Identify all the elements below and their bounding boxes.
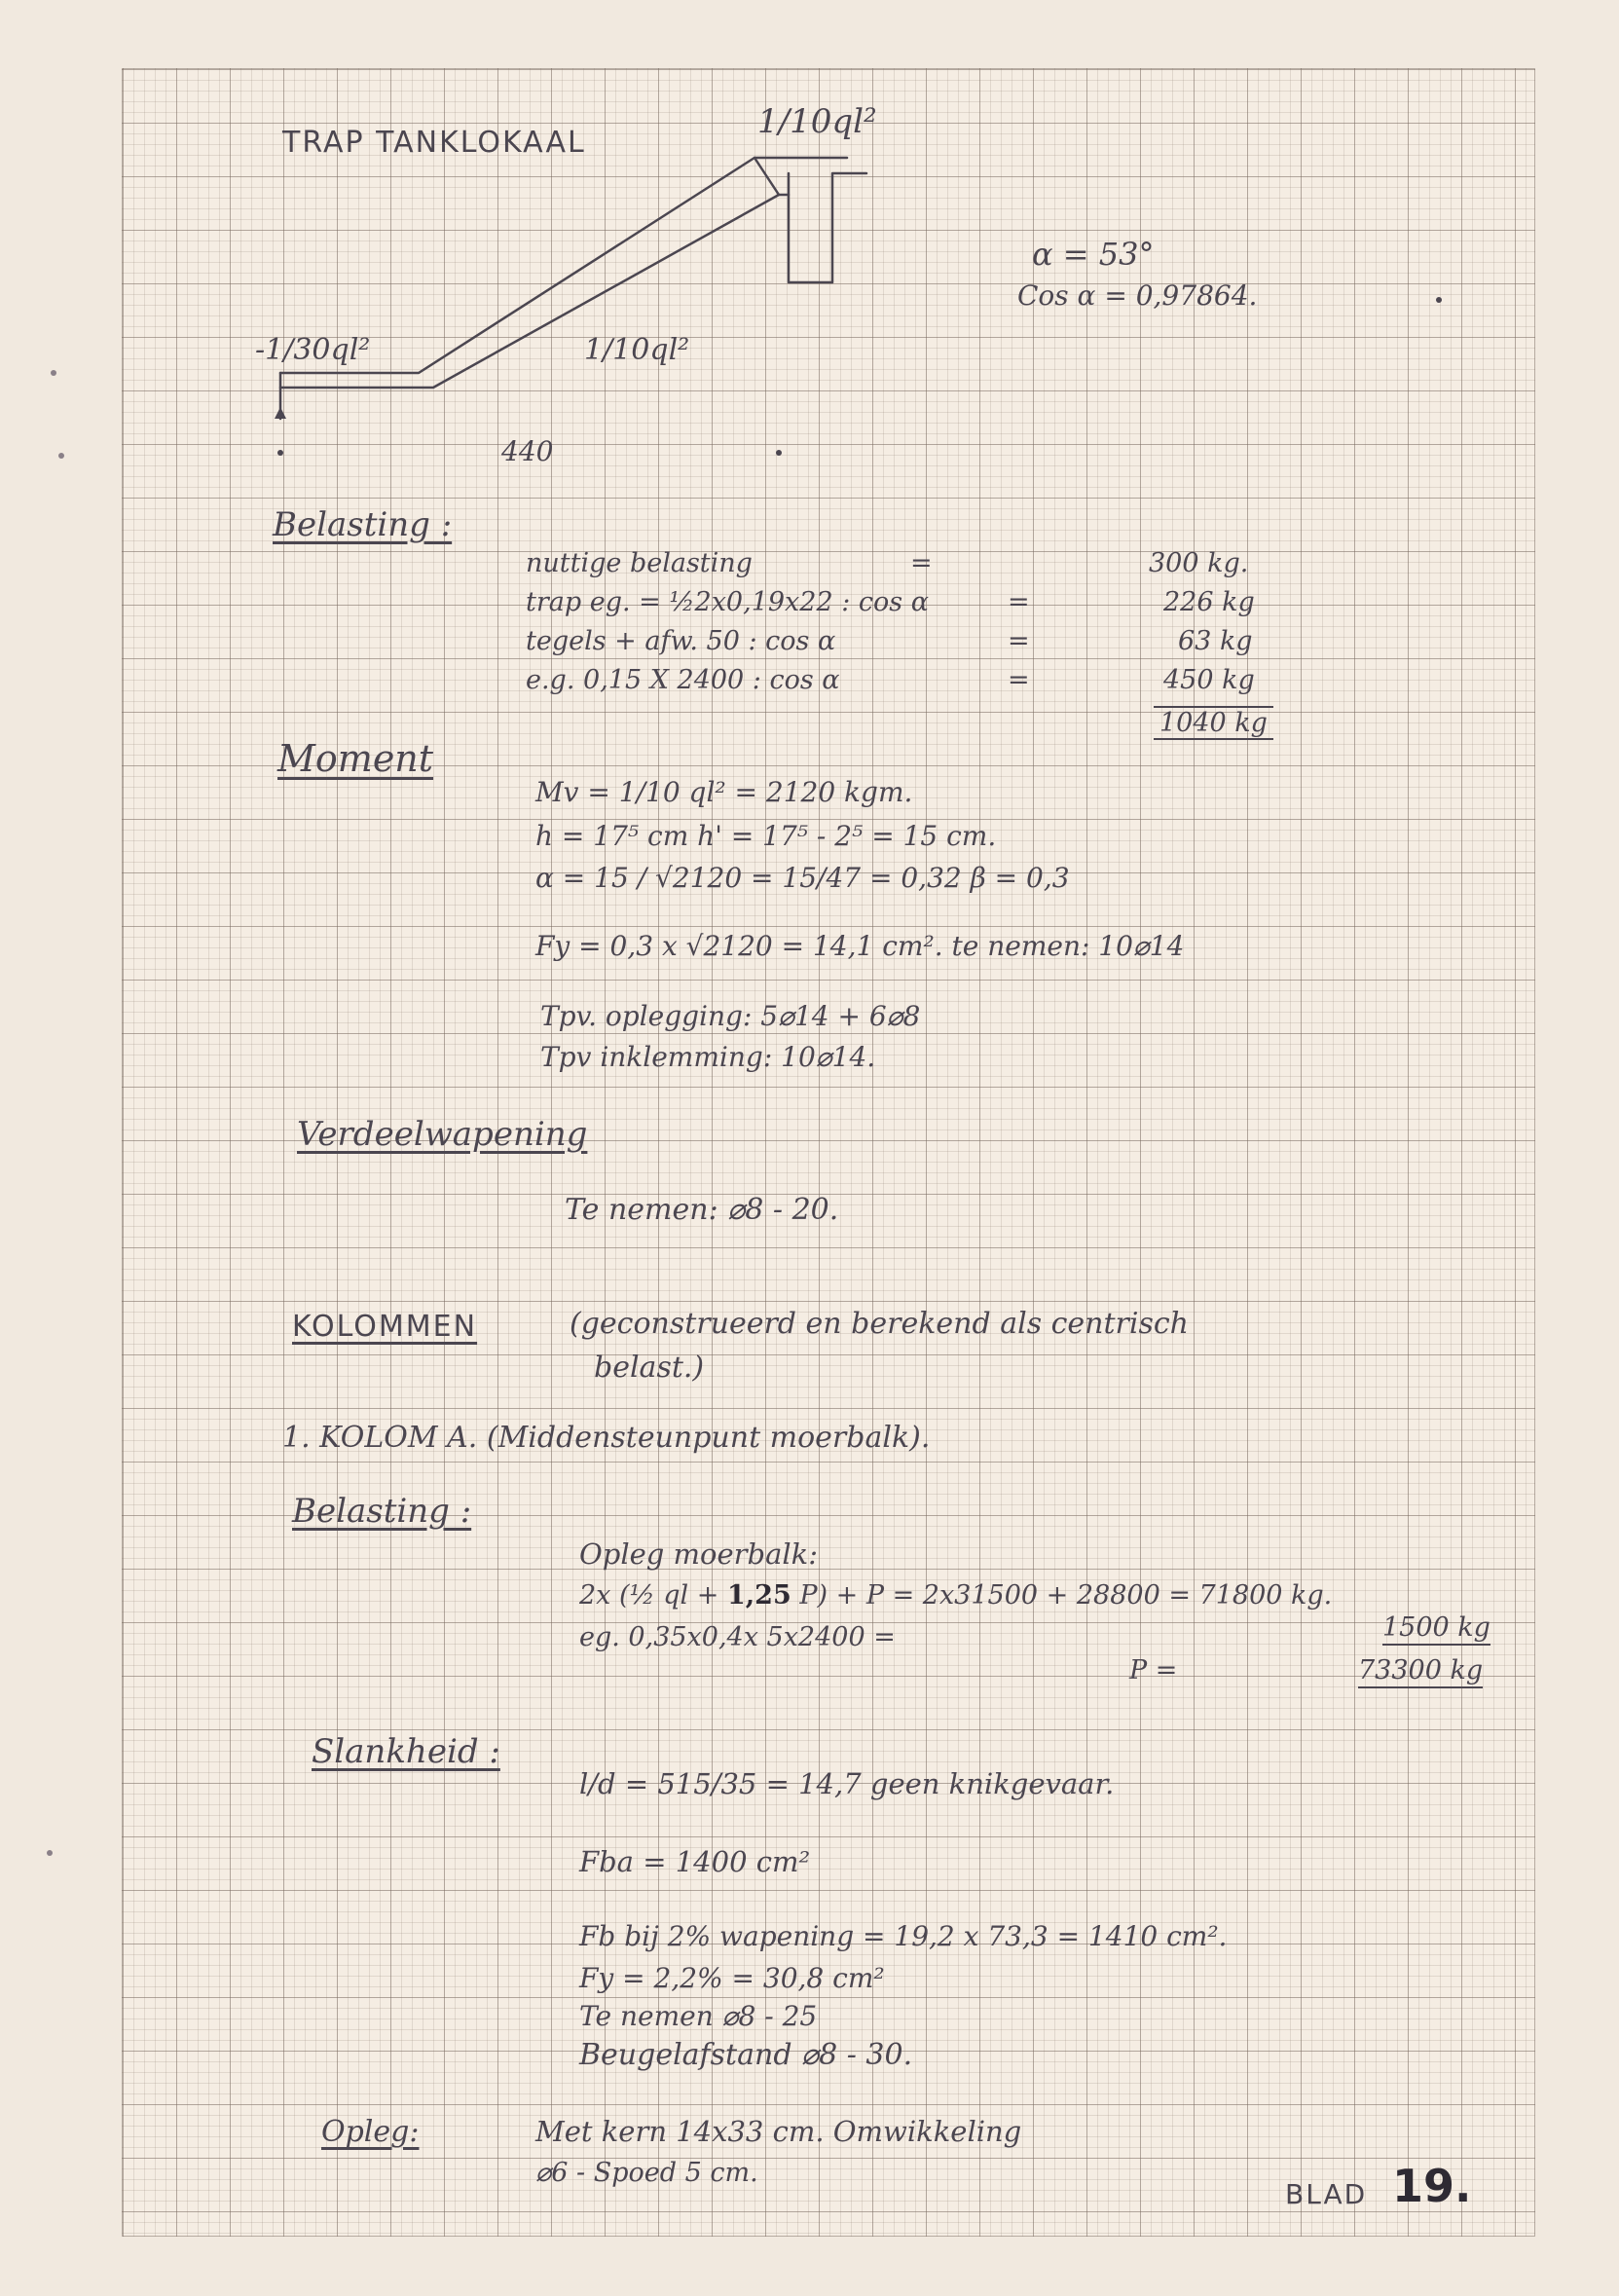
load-row-value: 450 kg bbox=[1163, 665, 1255, 695]
load-row-eq: = bbox=[910, 548, 933, 578]
stair-sketch bbox=[0, 0, 1619, 506]
kolommen-note: belast.) bbox=[594, 1351, 705, 1385]
moment-heading: Moment bbox=[277, 737, 434, 780]
moment-line: Mv = 1/10 ql² = 2120 kgm. bbox=[535, 776, 913, 808]
moment-line: Tpv. oplegging: 5⌀14 + 6⌀8 bbox=[540, 1000, 921, 1032]
support-triangle bbox=[275, 407, 286, 419]
opleg-heading: Opleg: bbox=[321, 2115, 420, 2149]
alpha-angle: α = 53° bbox=[1032, 236, 1155, 273]
slankheid-line: l/d = 515/35 = 14,7 geen knikgevaar. bbox=[579, 1767, 1115, 1800]
load-row-label: trap eg. = ½2x0,19x22 : cos α bbox=[526, 587, 929, 617]
sheet-title: TRAP TANKLOKAAL bbox=[282, 126, 586, 160]
stair-upper-edge bbox=[754, 158, 779, 195]
load-row-eq: = bbox=[1008, 665, 1030, 695]
load-row-label: e.g. 0,15 X 2400 : cos α bbox=[526, 665, 840, 695]
blad-label: BLAD bbox=[1285, 2178, 1368, 2210]
span-mark-right bbox=[776, 450, 782, 456]
eg-formula: eg. 0,35x0,4x 5x2400 = bbox=[579, 1622, 896, 1652]
moment-label-top: 1/10ql² bbox=[757, 102, 877, 141]
load-row-label: nuttige belasting bbox=[526, 548, 753, 578]
moment-line: h = 17⁵ cm h' = 17⁵ - 2⁵ = 15 cm. bbox=[535, 820, 997, 852]
opleg-moerbalk: Opleg moerbalk: bbox=[579, 1537, 819, 1571]
belasting-heading: Belasting : bbox=[292, 1492, 472, 1531]
kolom-a-line: 1. KOLOM A. (Middensteunpunt moerbalk). bbox=[282, 1421, 931, 1455]
load-row-eq: = bbox=[1008, 626, 1030, 656]
slankheid-line: Fb bij 2% wapening = 19,2 x 73,3 = 1410 cm². bbox=[579, 1920, 1228, 1952]
eg-value: 1500 kg bbox=[1382, 1614, 1490, 1646]
slankheid-line: Beugelafstand ⌀8 - 30. bbox=[579, 2038, 913, 2072]
stair-landing-beam bbox=[789, 173, 866, 282]
moment-label-mid: 1/10ql² bbox=[584, 333, 690, 367]
moment-label-left: -1/30ql² bbox=[255, 333, 371, 367]
load-formula-post: P) + P = 2x31500 + 28800 = 71800 kg. bbox=[791, 1580, 1333, 1611]
slankheid-heading: Slankheid : bbox=[312, 1732, 500, 1771]
load-formula-pre: 2x (½ ql + bbox=[579, 1580, 727, 1611]
slankheid-line: Fy = 2,2% = 30,8 cm² bbox=[579, 1962, 885, 1994]
cos-alpha: Cos α = 0,97864. bbox=[1017, 279, 1258, 312]
belasting-heading: Belasting : bbox=[273, 505, 453, 544]
stray-dot bbox=[1436, 297, 1442, 303]
load-row-value: 300 kg. bbox=[1149, 548, 1249, 578]
moment-line: α = 15 / √2120 = 15/47 = 0,32 β = 0,3 bbox=[535, 862, 1070, 894]
load-total: 1040 kg bbox=[1154, 706, 1273, 740]
load-row-value: 226 kg bbox=[1163, 587, 1255, 617]
opleg-line: ⌀6 - Spoed 5 cm. bbox=[535, 2158, 758, 2188]
load-factor: 1,25 bbox=[726, 1580, 791, 1611]
p-label: P = bbox=[1129, 1655, 1178, 1685]
moment-line: Fy = 0,3 x √2120 = 14,1 cm². te nemen: 10⌀14 bbox=[535, 930, 1185, 962]
margin-dot bbox=[47, 1850, 53, 1856]
blad-number: 19. bbox=[1392, 2160, 1472, 2212]
verdeel-heading: Verdeelwapening bbox=[297, 1115, 588, 1154]
span-mark-left bbox=[277, 450, 283, 456]
opleg-line: Met kern 14x33 cm. Omwikkeling bbox=[535, 2115, 1022, 2148]
slankheid-line: Fba = 1400 cm² bbox=[579, 1845, 811, 1878]
load-formula bbox=[579, 1582, 1332, 1609]
kolommen-heading: KOLOMMEN bbox=[292, 1310, 478, 1344]
slankheid-line: Te nemen ⌀8 - 25 bbox=[579, 2000, 818, 2032]
moment-line: Tpv inklemming: 10⌀14. bbox=[540, 1041, 876, 1073]
kolommen-note: (geconstrueerd en berekend als centrisch bbox=[570, 1307, 1190, 1341]
p-total: 73300 kg bbox=[1358, 1657, 1483, 1688]
load-row-label: tegels + afw. 50 : cos α bbox=[526, 626, 836, 656]
load-row-value: 63 kg bbox=[1178, 626, 1253, 656]
verdeel-line: Te nemen: ⌀8 - 20. bbox=[565, 1193, 839, 1227]
span-label: 440 bbox=[501, 435, 554, 467]
load-row-eq: = bbox=[1008, 587, 1030, 617]
